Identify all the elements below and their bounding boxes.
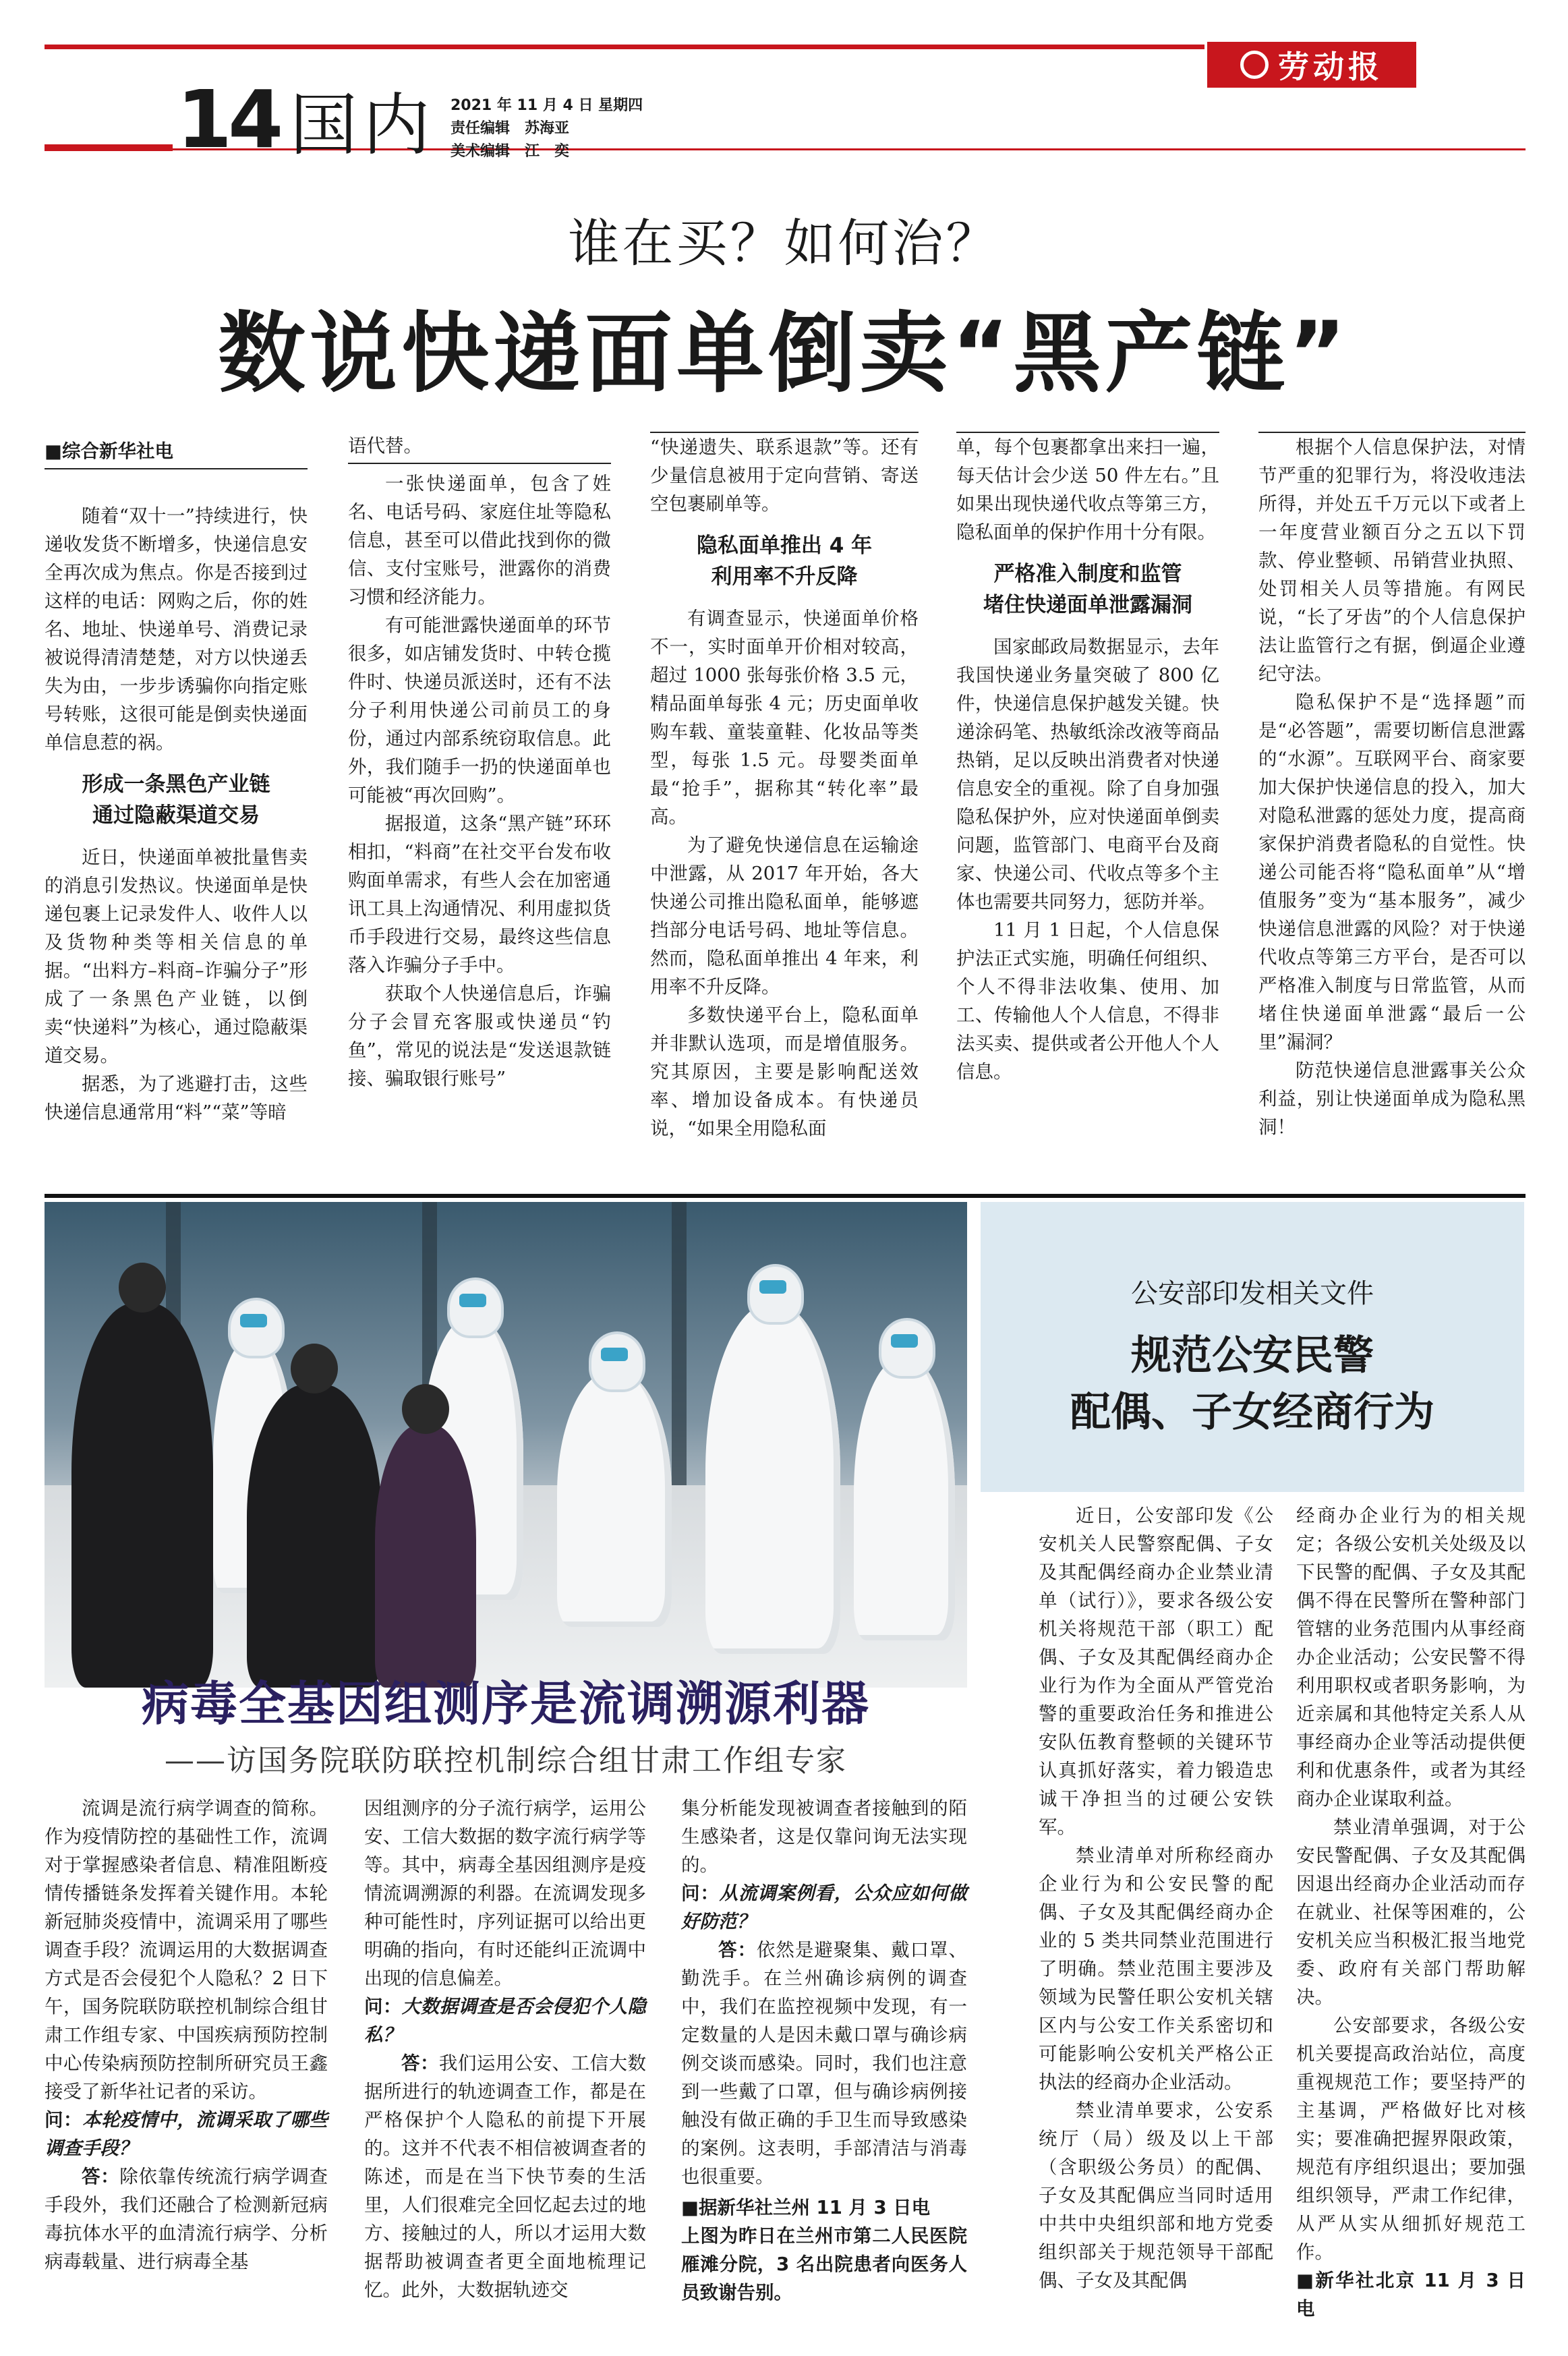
- article2-column-2: [364, 1794, 646, 2304]
- article1-paragraph: 根据个人信息保护法，对情节严重的犯罪行为，将没收违法所得，并处五千万元以下或者上一年度营业额百分之五以下罚款、停业整顿、吊销营业执照、处罚相关人员等措施。有网民说，“长了牙齿”的个人信息保护法让监管行之有据，倒逼企业遵纪守法。: [1258, 432, 1526, 688]
- answer-text: 依然是避聚集、戴口罩、勤洗手。在兰州确诊病例的调查中，我们在监控视频中发现，有一定数量的人是因未戴口罩与确诊病例交谈而感染。同时，我们也注意到一些戴了口罩，但与确诊病例接触没有做正确的手卫生而导致感染的案例。这表明，手部清洁与消毒也很重要。: [681, 1939, 968, 2187]
- article3-paragraph: 禁业清单要求，公安系统厅（局）级及以上干部（含职级公务员）的配偶、子女及其配偶应当同时适用中共中央组织部和地方党委组织部关于规范领导干部配偶、子女及其配偶: [1039, 2100, 1273, 2291]
- masthead: [1207, 42, 1416, 88]
- question-text: 本轮疫情中，流调采取了哪些调查手段？: [45, 2109, 328, 2159]
- news-photo: [45, 1202, 967, 1688]
- article3-paragraph: 禁业清单强调，对于公安民警配偶、子女及其配偶因退出经商办企业活动而存在就业、社保等困难的，公安机关应当积极汇报当地党委、政府有关部门帮助解决。: [1296, 1816, 1526, 2008]
- article2-column-1: [45, 1794, 328, 2276]
- section-divider: [45, 1194, 1526, 1198]
- article1-paragraph: 单，每个包裹都拿出来扫一遍，每天估计会少送 50 件左右。”且如果出现快递代收点等第三方，隐私面单的保护作用十分有限。: [956, 432, 1219, 546]
- answer-label: 答：: [82, 2166, 120, 2187]
- article3-column-1: [1039, 1501, 1273, 2295]
- article1-section-heading: 形成一条黑色产业链 通过隐蔽渠道交易: [82, 772, 270, 828]
- article1-paragraph: “快递遗失、联系退款”等。还有少量信息被用于定向营销、寄送空包裹刷单等。: [650, 432, 919, 518]
- medical-worker-figure: [854, 1357, 955, 1640]
- article1-paragraph: 据报道，这条“黑产链”环环相扣，“料商”在社交平台发布收购面单需求，有些人会在加密通讯工具上沟通情况、利用虚拟货币手段进行交易，最终这些信息落入诈骗分子手中。: [348, 813, 611, 976]
- article1-paragraph: 据悉，为了逃避打击，这些快递信息通常用“料”“菜”等暗: [45, 1073, 308, 1123]
- article1-column-5: [1258, 432, 1526, 1141]
- article3-kicker: 公安部印发相关文件: [1131, 1278, 1374, 1309]
- article2-question: [681, 1879, 967, 1936]
- article1-paragraph: 国家邮政局数据显示，去年我国快递业务量突破了 800 亿件，快递信息保护越发关键。快递涂码笔、热敏纸涂改液等商品热销，足以反映出消费者对快递信息安全的重视。除了自身加强隐私保护外，应对快递面单倒卖问题，监管部门、电商平台及商家、快递公司、代收点等多个主体也需要共同努力，惩防并举。: [956, 636, 1219, 913]
- article3-source: ■新华社北京 11 月 3 日电: [1296, 2270, 1526, 2320]
- page-section: 国内: [290, 86, 436, 165]
- photo-caption: 上图为昨日在兰州市第二人民医院雁滩分院，3 名出院患者向医务人员致谢告别。: [681, 2225, 967, 2303]
- article3-paragraph: 近日，公安部印发《公安机关人民警察配偶、子女及其配偶经商办企业禁业清单（试行）》，要求各级公安机关将规范干部（职工）配偶、子女及其配偶经商办企业行为作为全面从严管党治警的重要政治任务和推进公安队伍教育整顿的关键环节认真抓好落实，着力锻造忠诚干净担当的过硬公安铁军。: [1039, 1505, 1273, 1838]
- article1-paragraph: 为了避免快递信息在运输途中泄露，从 2017 年开始，各大快递公司推出隐私面单，能够遮挡部分电话号码、地址等信息。然而，隐私面单推出 4 年来，利用率不升反降。: [650, 834, 919, 998]
- article2-answer: [45, 2162, 328, 2276]
- article2-answer: [364, 2049, 646, 2304]
- article3-column-2: [1296, 1501, 1526, 2323]
- top-red-rule: [45, 45, 1204, 49]
- question-label: 问：: [45, 2109, 83, 2131]
- page-number: 14: [177, 73, 280, 166]
- article1-subhead: 谁在买？如何治？: [568, 213, 1000, 273]
- article1-paragraph: 有可能泄露快递面单的环节很多，如店铺发货时、中转仓揽件时、快递员派送时，还有不法分子利用快递公司前员工的身份，通过内部系统窃取信息。此外，我们随手一扔的快递面单也可能被“再次回购”。: [348, 614, 611, 806]
- article3-title-line-1: 规范公安民警: [1131, 1332, 1374, 1379]
- question-text: 从流调案例看，公众应如何做好防范？: [681, 1883, 968, 1932]
- answer-text: 除依靠传统流行病学调查手段外，我们还融合了检测新冠病毒抗体水平的血清流行病学、分析病毒载量、进行病毒全基: [45, 2166, 328, 2272]
- article1-source: ■综合新华社电: [45, 437, 308, 469]
- article3-title-line-2: 配偶、子女经商行为: [1070, 1389, 1434, 1436]
- article1-column-2: [348, 432, 611, 1093]
- answer-label: 答：: [718, 1939, 757, 1961]
- page-art-editor: 美术编辑 江 奕: [451, 143, 570, 160]
- article1-paragraph: 近日，快递面单被批量售卖的消息引发热议。快递面单是快递包裹上记录发件人、收件人以及货物种类等相关信息的单据。“出料方–料商–诈骗分子”形成了一条黑色产业链，以倒卖“快递料”为核心，通过隐蔽渠道交易。: [45, 846, 308, 1066]
- article1-column-3: [650, 432, 919, 1143]
- article1-headline: 数说快递面单倒卖“黑产链”: [218, 302, 1350, 405]
- article2-question: [364, 1992, 646, 2049]
- article3-paragraph: 经商办企业行为的相关规定；各级公安机关处级及以下民警的配偶、子女及其配偶不得在民警所在警种部门管辖的业务范围内从事经商办企业活动；公安民警不得利用职权或者职务影响，为近亲属和其他特定关系人从事经商办企业等活动提供便利和优惠条件，或者为其经商办企业谋取利益。: [1296, 1505, 1526, 1810]
- masthead-logo-icon: [1240, 51, 1269, 79]
- article1-paragraph: 随着“双十一”持续进行，快递收发货不断增多，快递信息安全再次成为焦点。你是否接到过这样的电话：网购之后，你的姓名、地址、快递单号、消费记录被说得清清楚楚，对方以快递丢失为由，一步步诱骗你向指定账号转账，这很可能是倒卖快递面单信息惹的祸。: [45, 505, 308, 753]
- page-date: 2021 年 11 月 4 日 星期四: [451, 97, 643, 114]
- masthead-name: 劳动报: [1278, 49, 1383, 85]
- article2-paragraph: 因组测序的分子流行病学，运用公安、工信大数据的数字流行病学等等。其中，病毒全基因组测序是疫情流调溯源的利器。在流调发现多种可能性时，序列证据可以给出更明确的指向，有时还能纠正流调中出现的信息偏差。: [364, 1798, 646, 1989]
- patient-figure: [375, 1425, 476, 1688]
- article1-paragraph: 11 月 1 日起，个人信息保护法正式实施，明确任何组织、个人不得非法收集、使用、加工、传输他人个人信息，不得非法买卖、提供或者公开他人个人信息。: [956, 919, 1219, 1083]
- article1-column-4: [956, 432, 1219, 1086]
- article1-paragraph: 有调查显示，快递面单价格不一，实时面单开价相对较高，超过 1000 张每张价格 3.5 元，精品面单每张 4 元；历史面单收购车载、童装童鞋、化妆品等类型，每张 1.5 元。母婴类面单最“抢手”，据称其“转化率”最高。: [650, 608, 919, 828]
- article2-answer: [681, 1936, 967, 2191]
- article1-paragraph: 语代替。: [348, 432, 611, 464]
- article1-paragraph: 一张快递面单，包含了姓名、电话号码、家庭住址等隐私信息，甚至可以借此找到你的微信、支付宝账号，泄露你的消费习惯和经济能力。: [348, 473, 611, 608]
- patient-figure: [71, 1303, 213, 1688]
- article1-column-1: [45, 432, 308, 1126]
- page-editor: 责任编辑 苏海亚: [451, 120, 570, 137]
- article2-paragraph: 集分析能发现被调查者接触到的陌生感染者，这是仅靠问询无法实现的。: [681, 1798, 967, 1876]
- article1-section-heading: 严格准入制度和监管 堵住快递面单泄露漏洞: [983, 562, 1192, 617]
- article1-paragraph: 隐私保护不是“选择题”而是“必答题”，需要切断信息泄露的“水源”。互联网平台、商家要加大保护快递信息的投入，加大对隐私泄露的惩处力度，提高商家保护消费者隐私的自觉性。快递公司能否将“隐私面单”从“增值服务”变为“基本服务”，减少快递信息泄露的风险？对于快递代收点等第三方平台，是否可以严格准入制度与日常监管，从而堵住快递面单泄露“最后一公里”漏洞？: [1258, 691, 1526, 1053]
- medical-worker-figure: [705, 1303, 840, 1654]
- article2-question: [45, 2106, 328, 2162]
- article3-paragraph: 公安部要求，各级公安机关要提高政治站位，高度重视规范工作；要坚持严的主基调，严格做好比对核实；要准确把握界限政策，规范有序组织退出；要加强组织领导，严肃工作纪律，从严从实从细抓好规范工作。: [1296, 2015, 1526, 2263]
- header-left-red-tab: [45, 144, 173, 151]
- question-label: 问：: [364, 1996, 402, 2017]
- article2-source: ■据新华社兰州 11 月 3 日电: [681, 2197, 931, 2218]
- question-text: 大数据调查是否会侵犯个人隐私？: [364, 1996, 647, 2046]
- answer-label: 答：: [401, 2052, 439, 2074]
- article1-paragraph: 多数快递平台上，隐私面单并非默认选项，而是增值服务。究其原因，主要是影响配送效率、增加设备成本。有快递员说，“如果全用隐私面: [650, 1004, 919, 1139]
- article2-column-3: [681, 1794, 967, 2307]
- article2-paragraph: 流调是流行病学调查的简称。作为疫情防控的基础性工作，流调对于掌握感染者信息、精准阻断疫情传播链条发挥着关键作用。本轮新冠肺炎疫情中，流调采用了哪些调查手段？流调运用的大数据调查方式是否会侵犯个人隐私？2 日下午，国务院联防联控机制综合组甘肃工作组专家、中国疾病预防控制中心传染病预防控制所研究员王鑫接受了新华社记者的采访。: [45, 1798, 328, 2102]
- patient-figure: [247, 1384, 382, 1688]
- article1-paragraph: 获取个人快递信息后，诈骗分子会冒充客服或快递员“钓鱼”，常见的说法是“发送退款链接、骗取银行账号”: [348, 983, 611, 1089]
- page-meta: [451, 94, 643, 163]
- question-label: 问：: [681, 1883, 720, 1904]
- article3-paragraph: 禁业清单对所称经商办企业行为和公安民警的配偶、子女及其配偶经商办企业的 5 类共同禁业范围进行了明确。禁业范围主要涉及领域为民警任职公安机关辖区内与公安工作关系密切和可能影响公安机关严格公正执法的经商办企业活动。: [1039, 1845, 1273, 2093]
- medical-worker-figure: [557, 1371, 672, 1627]
- article1-paragraph: 防范快递信息泄露事关公众利益，别让快递面单成为隐私黑洞！: [1258, 1060, 1526, 1138]
- article2-headline: 病毒全基因组测序是流调溯源利器: [142, 1675, 870, 1731]
- article3-header-box: [981, 1202, 1524, 1492]
- article1-section-heading: 隐私面单推出 4 年 利用率不升反降: [696, 534, 873, 589]
- article2-subhead: ——访国务院联防联控机制综合组甘肃工作组专家: [165, 1744, 847, 1778]
- answer-text: 我们运用公安、工信大数据所进行的轨迹调查工作，都是在严格保护个人隐私的前提下开展的。这并不代表不相信被调查者的陈述，而是在当下快节奏的生活里，人们很难完全回忆起去过的地方、接触过的人，所以才运用大数据帮助被调查者更全面地梳理记忆。此外，大数据轨迹交: [364, 2052, 647, 2301]
